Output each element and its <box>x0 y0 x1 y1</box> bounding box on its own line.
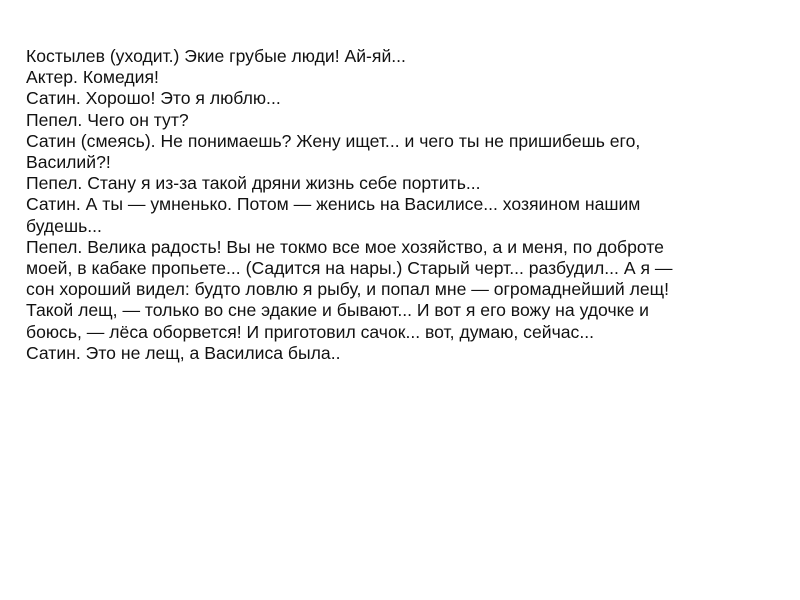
text-line: Актер. Комедия! <box>26 67 159 88</box>
text-line: Пепел. Стану я из-за такой дряни жизнь себе портить... <box>26 173 481 194</box>
text-line: Сатин. Это не лещ, а Василиса была.. <box>26 342 341 363</box>
text-line: Пепел. Велика радость! Вы не токмо все мое хозяйство, а и меня, по доброте <box>26 236 664 257</box>
text-line: Костылев (уходит.) Экие грубые люди! Ай-яй... <box>26 46 406 66</box>
text-line: Пепел. Чего он тут? <box>26 109 189 130</box>
text-line: будешь... <box>26 215 102 236</box>
text-line: моей, в кабаке пропьете... (Садится на нары.) Старый черт... разбудил... А я — <box>26 258 673 279</box>
text-line: Василий?! <box>26 152 111 173</box>
text-line: Сатин. А ты — умненько. Потом — женись на Василисе... хозяином нашим <box>26 194 641 215</box>
text-line: боюсь, — лёса оборвется! И приготовил сачок... вот, думаю, сейчас... <box>26 321 594 342</box>
play-dialogue-text <box>26 46 786 364</box>
text-line: сон хороший видел: будто ловлю я рыбу, и попал мне — огромаднейший лещ! <box>26 279 670 300</box>
text-line: Сатин. Хорошо! Это я люблю... <box>26 88 281 109</box>
text-line: Такой лещ, — только во сне эдакие и бывают... И вот я его вожу на удочке и <box>26 300 650 321</box>
text-line: Сатин (смеясь). Не понимаешь? Жену ищет... и чего ты не пришибешь его, <box>26 130 641 151</box>
